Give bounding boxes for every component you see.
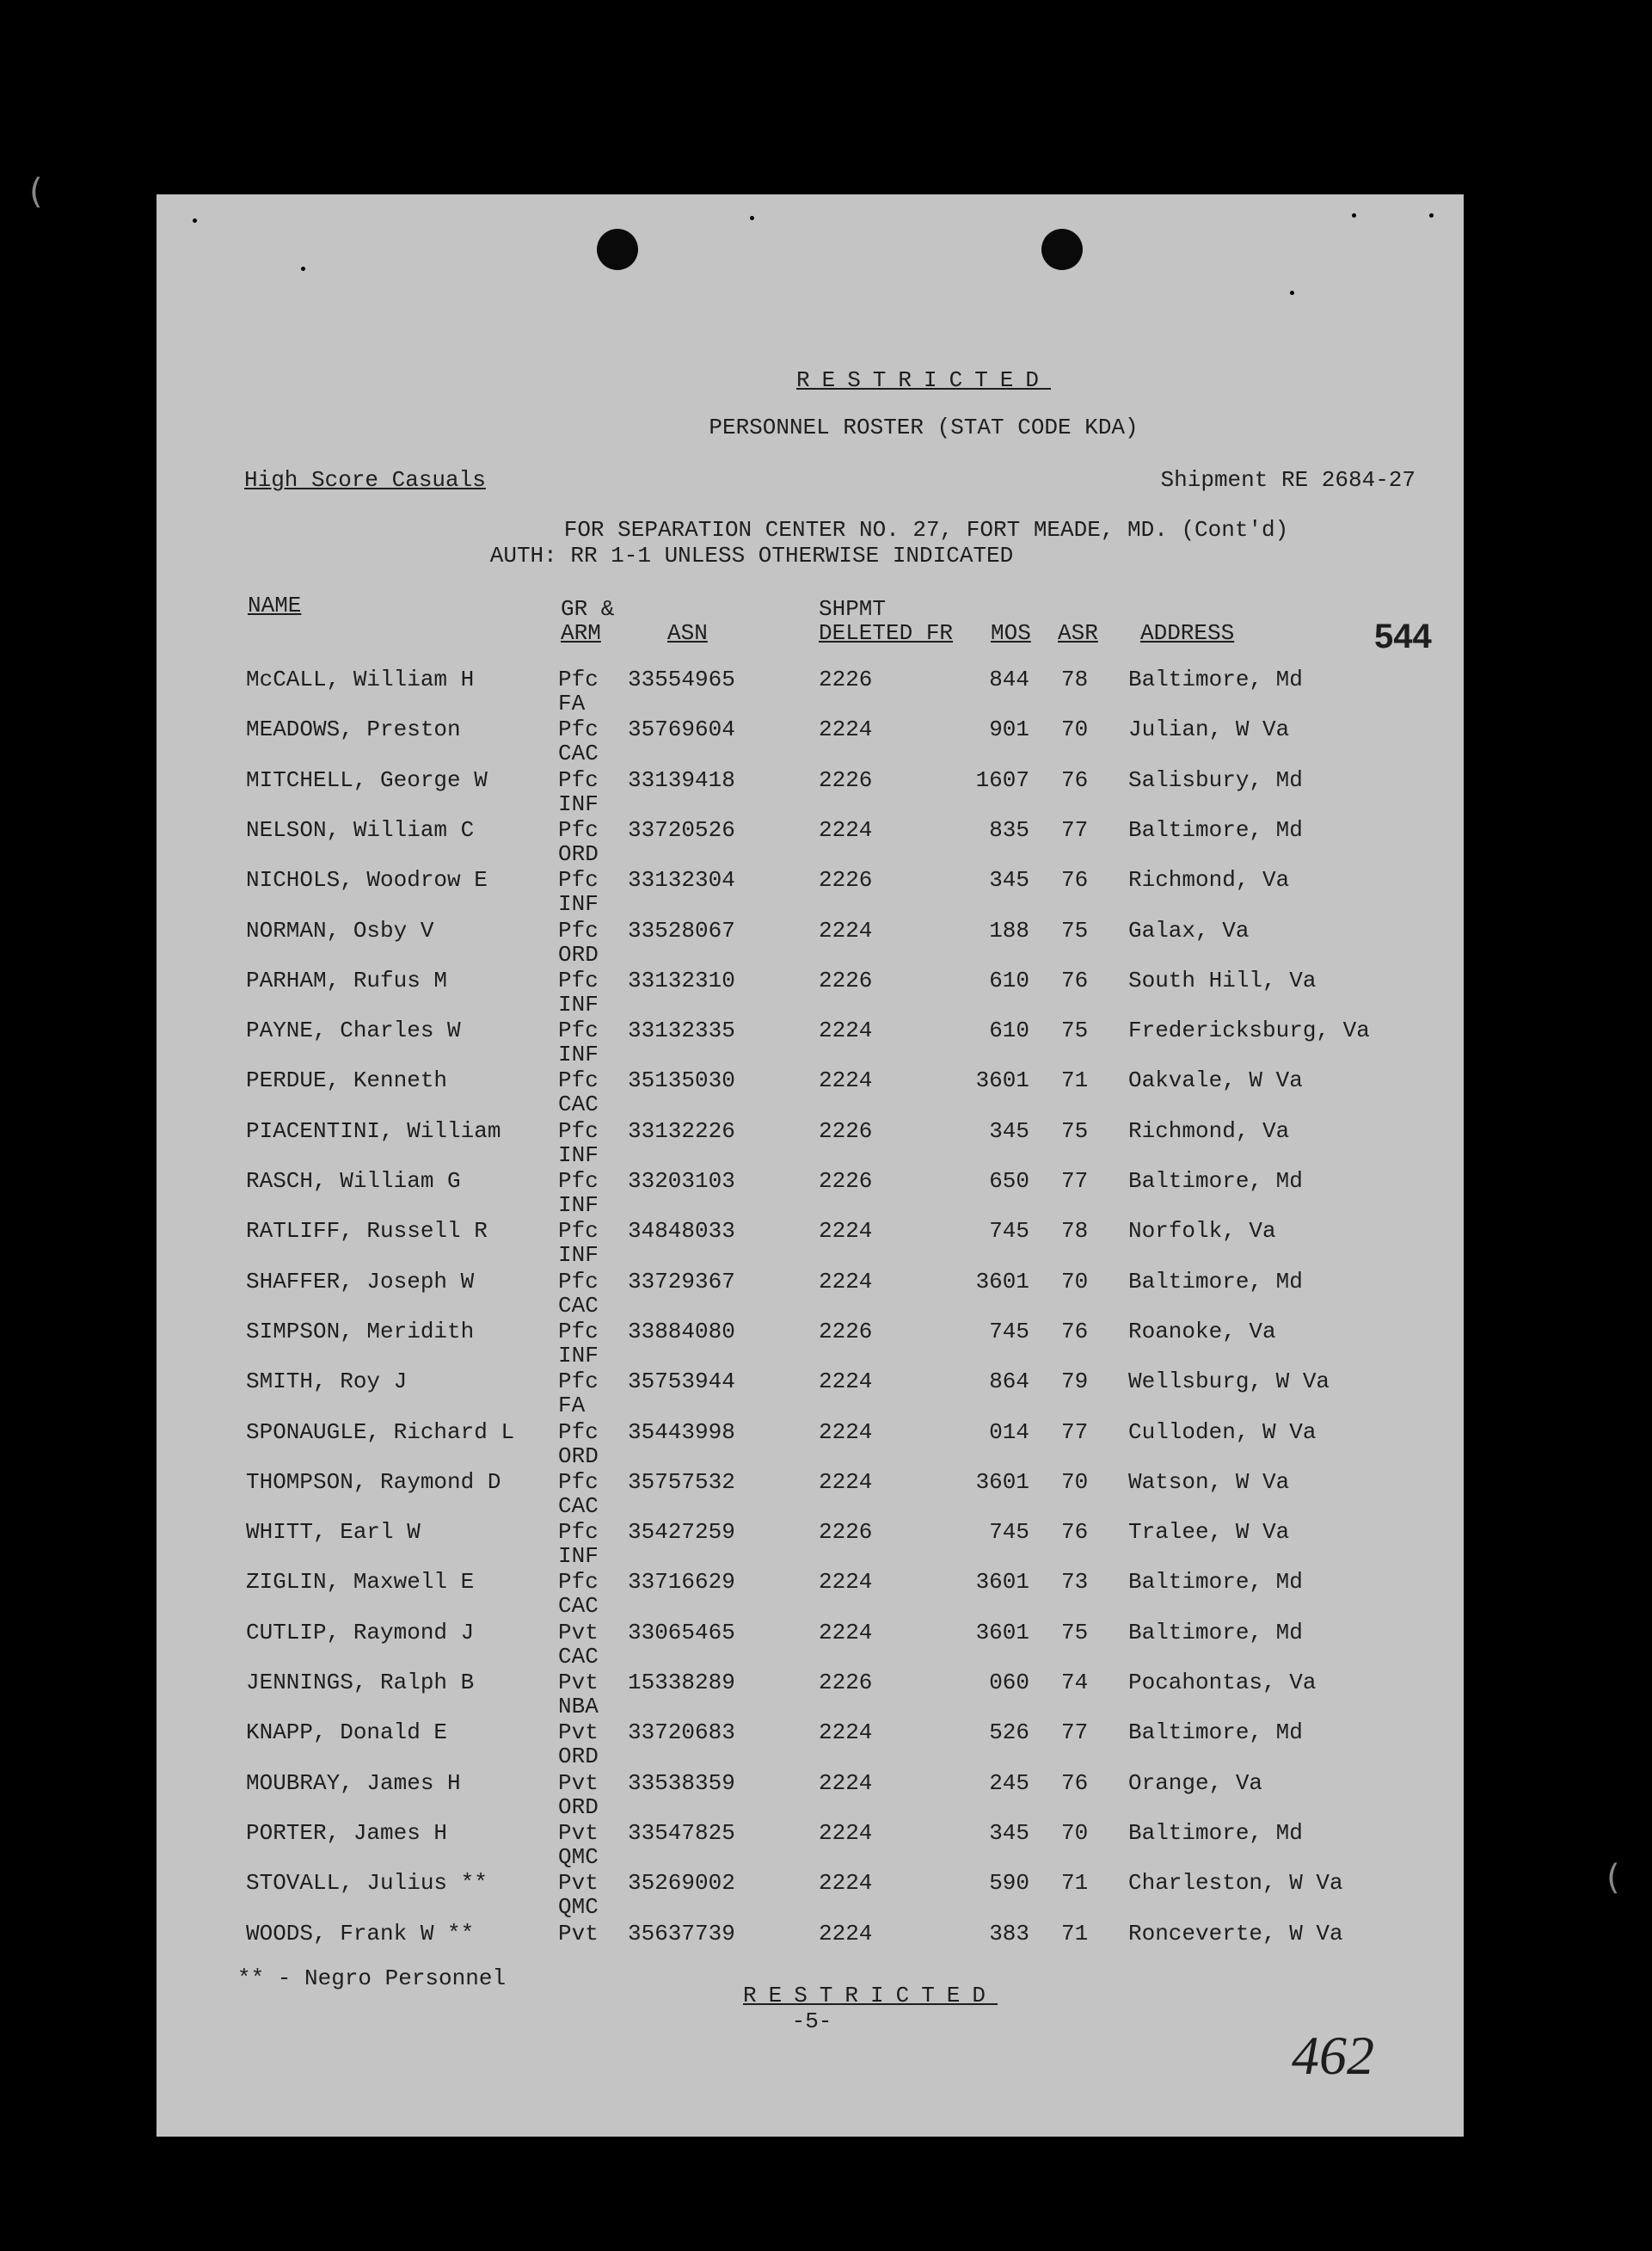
margin-mark: ( (29, 172, 43, 212)
cell-asr: 77 (1061, 816, 1089, 843)
cell-mos: 3601 (975, 1468, 1029, 1495)
cell-asr: 76 (1061, 867, 1089, 894)
cell-asr: 71 (1061, 1870, 1089, 1897)
cell-mos: 345 (989, 1117, 1029, 1144)
cell-grade: Pfc (558, 1519, 599, 1546)
cell-grade: Pfc (558, 1569, 599, 1596)
cell-asn: 35269002 (628, 1870, 735, 1897)
cell-asr: 71 (1061, 1920, 1089, 1947)
cell-mos: 345 (989, 1819, 1029, 1846)
cell-arm: INF (558, 1342, 599, 1368)
cell-asn: 33884080 (628, 1318, 735, 1344)
table-row (157, 1219, 1464, 1269)
cell-mos: 3601 (975, 1067, 1029, 1094)
table-row (157, 868, 1464, 918)
cell-asr: 75 (1061, 1117, 1089, 1144)
cell-asr: 76 (1061, 766, 1089, 793)
table-row (157, 1420, 1464, 1470)
cell-arm: FA (558, 1393, 586, 1419)
cell-shpmt: 2224 (819, 1218, 873, 1245)
cell-grade: Pfc (558, 1117, 599, 1144)
cell-mos: 060 (989, 1670, 1029, 1695)
cell-address: Baltimore, Md (1128, 1268, 1303, 1295)
cell-grade: Pfc (558, 917, 599, 944)
cell-shpmt: 2226 (819, 967, 873, 993)
cell-address: Baltimore, Md (1128, 816, 1303, 843)
cell-asr: 76 (1061, 1519, 1089, 1546)
cell-grade: Pfc (558, 1067, 599, 1094)
cell-asn: 35753944 (628, 1368, 735, 1395)
table-row (157, 1520, 1464, 1570)
cell-mos: 901 (989, 717, 1029, 743)
cell-asn: 35427259 (628, 1519, 735, 1546)
cell-grade: Pfc (558, 1418, 599, 1445)
cell-mos: 835 (989, 816, 1029, 843)
page-number: -5- (791, 2008, 832, 2034)
cell-shpmt: 2224 (819, 1769, 873, 1796)
cell-asr: 70 (1061, 1468, 1089, 1495)
group-label: High Score Casuals (244, 467, 486, 493)
cell-grade: Pfc (558, 1468, 599, 1495)
cell-grade: Pvt (558, 1870, 599, 1897)
cell-shpmt: 2224 (819, 1268, 873, 1295)
cell-asr: 77 (1061, 1168, 1089, 1194)
cell-arm: QMC (558, 1843, 599, 1870)
cell-shpmt: 2224 (819, 1018, 873, 1044)
cell-grade: Pvt (558, 1920, 599, 1947)
cell-asr: 73 (1061, 1569, 1089, 1596)
table-row (157, 1621, 1464, 1670)
cell-shpmt: 2224 (819, 1920, 873, 1947)
col-name: NAME (248, 593, 302, 618)
cell-arm: INF (558, 1042, 599, 1068)
cell-asn: 34848033 (628, 1218, 735, 1245)
cell-asr: 76 (1061, 1318, 1089, 1344)
cell-asr: 70 (1061, 1268, 1089, 1295)
cell-address: Charleston, W Va (1128, 1870, 1343, 1897)
cell-asn: 33720683 (628, 1719, 735, 1746)
cell-address: Norfolk, Va (1128, 1218, 1276, 1245)
table-row (157, 1570, 1464, 1620)
cell-address: Julian, W Va (1128, 717, 1290, 743)
cell-mos: 014 (989, 1418, 1029, 1445)
cell-grade: Pfc (558, 867, 599, 894)
table-row (157, 1369, 1464, 1419)
cell-address: Richmond, Va (1128, 1117, 1290, 1144)
cell-asn: 33203103 (628, 1168, 735, 1194)
cell-asr: 77 (1061, 1719, 1089, 1746)
cell-arm: CAC (558, 741, 599, 767)
table-row (157, 667, 1464, 717)
cell-arm: CAC (558, 1092, 599, 1118)
cell-mos: 745 (989, 1218, 1029, 1245)
cell-mos: 650 (989, 1168, 1029, 1194)
cell-mos: 383 (989, 1920, 1029, 1947)
cell-asr: 76 (1061, 1769, 1089, 1796)
cell-address: Richmond, Va (1128, 867, 1290, 894)
cell-name: PARHAM, Rufus M (246, 967, 448, 993)
cell-grade: Pvt (558, 1769, 599, 1796)
cell-address: Watson, W Va (1128, 1468, 1290, 1495)
cell-name: WHITT, Earl W (246, 1519, 421, 1546)
cell-name: SPONAUGLE, Richard L (246, 1418, 515, 1445)
cell-shpmt: 2226 (819, 867, 873, 894)
cell-shpmt: 2224 (819, 1569, 873, 1596)
cell-mos: 526 (989, 1719, 1029, 1746)
cell-name: STOVALL, Julius ** (246, 1870, 488, 1897)
table-row (157, 1270, 1464, 1319)
cell-asr: 70 (1061, 1819, 1089, 1846)
cell-name: SMITH, Roy J (246, 1368, 408, 1395)
table-row (157, 1470, 1464, 1520)
punch-hole-right (1041, 229, 1083, 270)
cell-shpmt: 2226 (819, 766, 873, 793)
table-row (157, 1821, 1464, 1871)
cell-shpmt: 2224 (819, 1819, 873, 1846)
col-grade-line2: ARM (561, 620, 601, 646)
cell-address: Galax, Va (1128, 917, 1250, 944)
cell-name: KNAPP, Donald E (246, 1719, 448, 1746)
cell-shpmt: 2224 (819, 816, 873, 843)
cell-asn: 35757532 (628, 1468, 735, 1495)
cell-grade: Pvt (558, 1619, 599, 1645)
cell-arm: CAC (558, 1292, 599, 1319)
table-row (157, 1119, 1464, 1169)
col-mos: MOS (991, 620, 1031, 646)
cell-mos: 844 (989, 667, 1029, 692)
cell-arm: INF (558, 790, 599, 817)
cell-arm: NBA (558, 1694, 599, 1719)
cell-shpmt: 2224 (819, 717, 873, 743)
cell-asn: 33132310 (628, 967, 735, 993)
cell-shpmt: 2224 (819, 917, 873, 944)
cell-asn: 33729367 (628, 1268, 735, 1295)
cell-name: JENNINGS, Ralph B (246, 1670, 475, 1695)
cell-arm: CAC (558, 1492, 599, 1519)
cell-asn: 15338289 (628, 1670, 735, 1695)
cell-arm: INF (558, 1192, 599, 1218)
cell-shpmt: 2226 (819, 1318, 873, 1344)
cell-name: PERDUE, Kenneth (246, 1067, 448, 1094)
cell-name: NELSON, William C (246, 816, 475, 843)
speck (1429, 213, 1434, 218)
speck (1352, 213, 1356, 218)
cell-mos: 245 (989, 1769, 1029, 1796)
cell-shpmt: 2226 (819, 1168, 873, 1194)
stamp-number: 544 (1374, 618, 1432, 655)
cell-address: Baltimore, Md (1128, 667, 1303, 692)
table-row (157, 818, 1464, 868)
cell-name: SIMPSON, Meridith (246, 1318, 475, 1344)
cell-name: MEADOWS, Preston (246, 717, 461, 743)
cell-asr: 71 (1061, 1067, 1089, 1094)
cell-address: Baltimore, Md (1128, 1569, 1303, 1596)
table-row (157, 1922, 1464, 1971)
cell-arm: INF (558, 1141, 599, 1168)
cell-address: Orange, Va (1128, 1769, 1263, 1796)
cell-mos: 610 (989, 1018, 1029, 1044)
cell-asr: 75 (1061, 1619, 1089, 1645)
cell-mos: 745 (989, 1318, 1029, 1344)
cell-asn: 33720526 (628, 816, 735, 843)
table-row (157, 1169, 1464, 1219)
cell-grade: Pvt (558, 1819, 599, 1846)
cell-arm: ORD (558, 1793, 599, 1820)
cell-grade: Pfc (558, 667, 599, 692)
cell-asr: 78 (1061, 1218, 1089, 1245)
document-page (157, 194, 1464, 2137)
cell-name: NICHOLS, Woodrow E (246, 867, 488, 894)
cell-address: Wellsburg, W Va (1128, 1368, 1330, 1395)
cell-asr: 76 (1061, 967, 1089, 993)
cell-name: SHAFFER, Joseph W (246, 1268, 475, 1295)
restricted-header: RESTRICTED (795, 367, 1052, 393)
cell-address: Ronceverte, W Va (1128, 1920, 1343, 1947)
cell-asn: 33528067 (628, 917, 735, 944)
cell-arm: QMC (558, 1894, 599, 1921)
cell-name: WOODS, Frank W ** (246, 1920, 475, 1947)
cell-address: Roanoke, Va (1128, 1318, 1276, 1344)
cell-grade: Pfc (558, 1018, 599, 1044)
cell-asn: 35637739 (628, 1920, 735, 1947)
cell-asn: 33132226 (628, 1117, 735, 1144)
separation-center-line: FOR SEPARATION CENTER NO. 27, FORT MEADE, MD. (Cont'd) (563, 517, 1289, 543)
handwritten-number: 462 (1292, 2025, 1374, 2086)
cell-shpmt: 2224 (819, 1418, 873, 1445)
col-address: ADDRESS (1140, 620, 1235, 646)
table-row (157, 919, 1464, 969)
cell-asn: 35443998 (628, 1418, 735, 1445)
cell-address: Baltimore, Md (1128, 1719, 1303, 1746)
cell-asr: 70 (1061, 717, 1089, 743)
col-grade-line1: GR & (561, 596, 615, 622)
cell-grade: Pfc (558, 1268, 599, 1295)
roster-title: PERSONNEL ROSTER (STAT CODE KDA) (709, 415, 1139, 440)
cell-mos: 3601 (975, 1268, 1029, 1295)
cell-arm: INF (558, 891, 599, 918)
cell-name: McCALL, William H (246, 667, 475, 692)
cell-asr: 77 (1061, 1418, 1089, 1445)
cell-address: Pocahontas, Va (1128, 1670, 1317, 1695)
cell-mos: 590 (989, 1870, 1029, 1897)
table-row (157, 969, 1464, 1018)
cell-grade: Pfc (558, 1368, 599, 1395)
cell-asn: 33538359 (628, 1769, 735, 1796)
table-row (157, 1720, 1464, 1770)
cell-grade: Pfc (558, 717, 599, 743)
speck (750, 216, 754, 220)
cell-asn: 35769604 (628, 717, 735, 743)
table-row (157, 717, 1464, 767)
cell-mos: 345 (989, 867, 1029, 894)
cell-shpmt: 2226 (819, 1519, 873, 1546)
cell-mos: 3601 (975, 1569, 1029, 1596)
col-asn: ASN (667, 620, 708, 646)
table-row (157, 1670, 1464, 1720)
table-row (157, 1871, 1464, 1921)
cell-grade: Pfc (558, 1168, 599, 1194)
margin-mark: ( (1606, 1858, 1620, 1897)
speck (301, 267, 305, 271)
cell-mos: 188 (989, 917, 1029, 944)
cell-arm: FA (558, 691, 586, 717)
cell-shpmt: 2224 (819, 1619, 873, 1645)
table-row (157, 1771, 1464, 1821)
cell-address: Oakvale, W Va (1128, 1067, 1303, 1094)
cell-name: PIACENTINI, William (246, 1117, 501, 1144)
restricted-footer: RESTRICTED (742, 1983, 998, 2008)
cell-arm: CAC (558, 1643, 599, 1670)
cell-name: PORTER, James H (246, 1819, 448, 1846)
cell-arm: ORD (558, 1744, 599, 1770)
cell-shpmt: 2226 (819, 1670, 873, 1695)
cell-name: NORMAN, Osby V (246, 917, 434, 944)
cell-asn: 33132335 (628, 1018, 735, 1044)
cell-mos: 745 (989, 1519, 1029, 1546)
cell-mos: 1607 (975, 766, 1029, 793)
col-shpmt-line2: DELETED FR (819, 620, 954, 646)
cell-shpmt: 2224 (819, 1870, 873, 1897)
cell-grade: Pvt (558, 1719, 599, 1746)
cell-shpmt: 2224 (819, 1468, 873, 1495)
cell-asn: 33139418 (628, 766, 735, 793)
cell-name: THOMPSON, Raymond D (246, 1468, 501, 1495)
cell-address: Tralee, W Va (1128, 1519, 1290, 1546)
col-asr: ASR (1058, 620, 1098, 646)
cell-mos: 864 (989, 1368, 1029, 1395)
cell-mos: 610 (989, 967, 1029, 993)
cell-grade: Pfc (558, 766, 599, 793)
cell-name: CUTLIP, Raymond J (246, 1619, 475, 1645)
cell-address: South Hill, Va (1128, 967, 1317, 993)
cell-mos: 3601 (975, 1619, 1029, 1645)
table-row (157, 1018, 1464, 1068)
cell-asn: 33554965 (628, 667, 735, 692)
cell-grade: Pfc (558, 1318, 599, 1344)
cell-grade: Pfc (558, 1218, 599, 1245)
cell-arm: ORD (558, 941, 599, 968)
cell-asr: 75 (1061, 917, 1089, 944)
cell-address: Salisbury, Md (1128, 766, 1303, 793)
cell-address: Fredericksburg, Va (1128, 1018, 1370, 1044)
cell-asr: 79 (1061, 1368, 1089, 1395)
cell-shpmt: 2226 (819, 667, 873, 692)
cell-name: ZIGLIN, Maxwell E (246, 1569, 475, 1596)
cell-address: Baltimore, Md (1128, 1619, 1303, 1645)
speck (1290, 291, 1294, 295)
punch-hole-left (597, 229, 638, 270)
cell-arm: CAC (558, 1593, 599, 1620)
table-row (157, 1068, 1464, 1118)
cell-arm: ORD (558, 1442, 599, 1469)
cell-grade: Pfc (558, 967, 599, 993)
cell-arm: INF (558, 991, 599, 1018)
cell-asn: 35135030 (628, 1067, 735, 1094)
cell-address: Baltimore, Md (1128, 1168, 1303, 1194)
cell-name: MITCHELL, George W (246, 766, 488, 793)
cell-arm: INF (558, 1543, 599, 1570)
cell-shpmt: 2224 (819, 1368, 873, 1395)
footnote: ** - Negro Personnel (237, 1965, 507, 1991)
cell-name: RASCH, William G (246, 1168, 461, 1194)
cell-asn: 33716629 (628, 1569, 735, 1596)
cell-asn: 33132304 (628, 867, 735, 894)
cell-shpmt: 2224 (819, 1067, 873, 1094)
cell-arm: ORD (558, 840, 599, 867)
cell-address: Baltimore, Md (1128, 1819, 1303, 1846)
cell-asn: 33547825 (628, 1819, 735, 1846)
col-shpmt-line1: SHPMT (819, 596, 887, 622)
cell-name: RATLIFF, Russell R (246, 1218, 488, 1245)
cell-name: PAYNE, Charles W (246, 1018, 461, 1044)
cell-shpmt: 2224 (819, 1719, 873, 1746)
cell-asr: 74 (1061, 1670, 1089, 1695)
cell-shpmt: 2226 (819, 1117, 873, 1144)
cell-arm: INF (558, 1242, 599, 1269)
cell-address: Culloden, W Va (1128, 1418, 1317, 1445)
shipment-label: Shipment RE 2684-27 (1160, 467, 1416, 493)
speck (193, 218, 197, 223)
authority-line: AUTH: RR 1-1 UNLESS OTHERWISE INDICATED (489, 543, 1014, 569)
cell-asr: 75 (1061, 1018, 1089, 1044)
cell-grade: Pfc (558, 816, 599, 843)
cell-grade: Pvt (558, 1670, 599, 1695)
cell-asr: 78 (1061, 667, 1089, 692)
table-row (157, 768, 1464, 818)
cell-asn: 33065465 (628, 1619, 735, 1645)
cell-name: MOUBRAY, James H (246, 1769, 461, 1796)
table-row (157, 1319, 1464, 1369)
